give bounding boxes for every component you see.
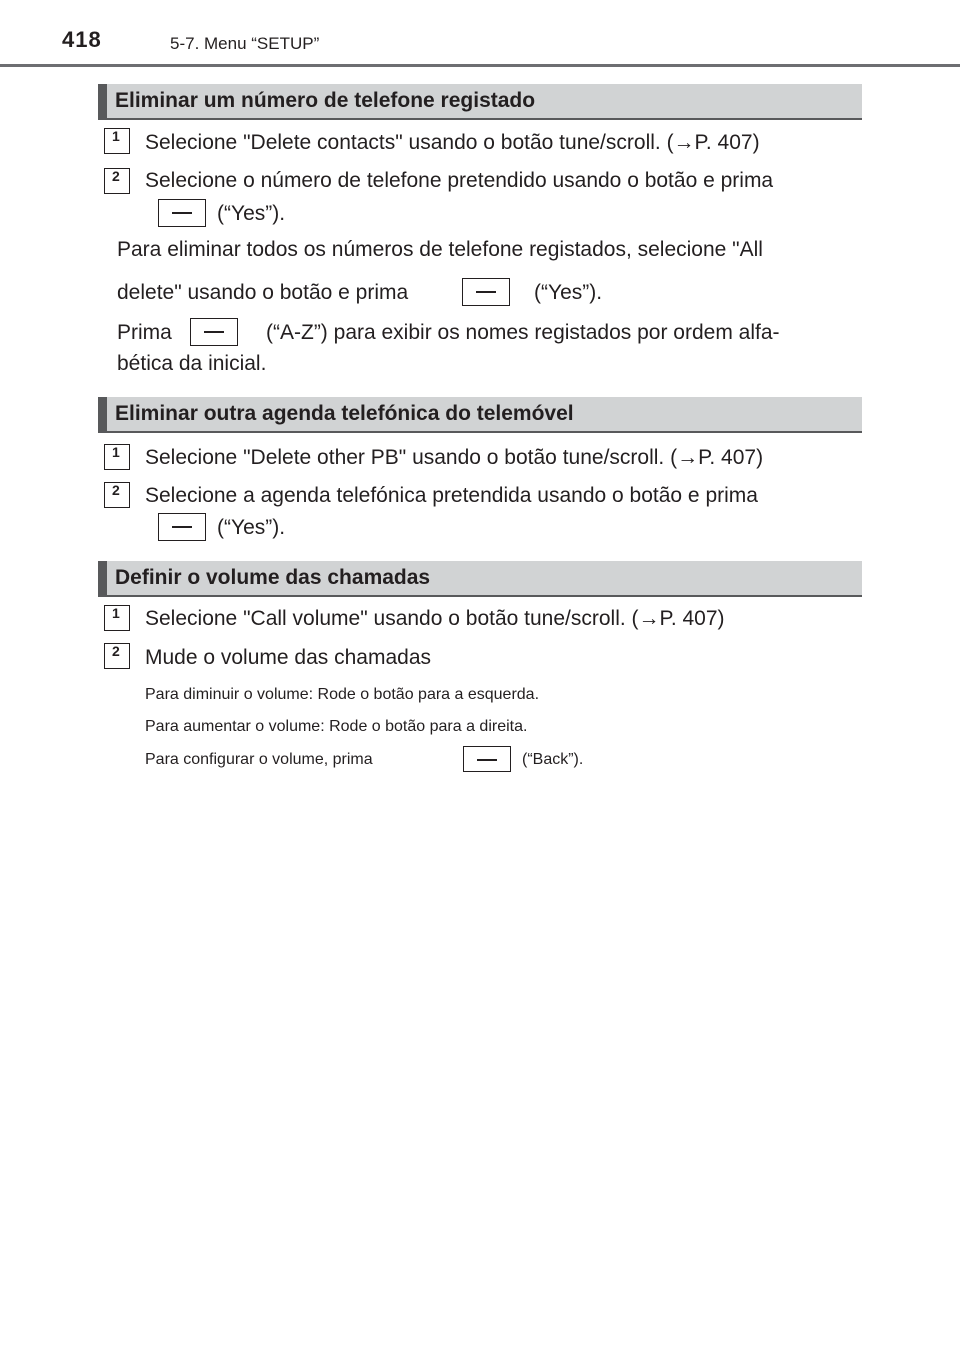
soft-key-box: [462, 278, 510, 306]
section-title: Eliminar outra agenda telefónica do telemóvel: [115, 402, 574, 425]
note-text: Para eliminar todos os números de telefone registados, selecione "All: [117, 238, 763, 261]
note-text: bética da inicial.: [117, 352, 267, 375]
note-text: Prima: [117, 321, 172, 344]
note-text: delete" usando o botão e prima: [117, 281, 409, 304]
soft-key-box: [158, 513, 206, 541]
step-number-2: 2: [104, 643, 130, 669]
section-title: Definir o volume das chamadas: [115, 566, 431, 589]
step-number-2: 2: [104, 168, 130, 194]
step-text-cont: (“Yes”).: [217, 516, 286, 539]
section-heading-call-volume: [98, 561, 862, 597]
step-text: Selecione "Delete contacts" usando o botão tune/scroll. (→P. 407): [145, 131, 760, 154]
step-number-2: 2: [104, 482, 130, 508]
step-text: Selecione "Call volume" usando o botão tune/scroll. (→P. 407): [145, 607, 725, 630]
step-number-1: 1: [104, 128, 130, 154]
note-text: Para diminuir o volume: Rode o botão para a esquerda.: [145, 686, 540, 703]
section-title: Eliminar um número de telefone registado: [115, 89, 536, 112]
step-number-1: 1: [104, 605, 130, 631]
step-text-cont: (“Yes”).: [217, 202, 286, 225]
note-text: Para configurar o volume, prima: [145, 751, 373, 768]
section-heading-delete-phonebook: [98, 397, 862, 433]
page-number: 418: [62, 27, 102, 52]
step-text: Selecione o número de telefone pretendido usando o botão e prima: [145, 169, 774, 192]
page-header: [0, 0, 960, 66]
note-text: (“Back”).: [522, 751, 584, 768]
soft-key-box: [463, 746, 511, 772]
step-number-1: 1: [104, 444, 130, 470]
note-text: (“Yes”).: [534, 281, 603, 304]
step-text: Mude o volume das chamadas: [145, 646, 431, 669]
note-text: (“A-Z”) para exibir os nomes registados por ordem alfa-: [266, 321, 780, 344]
section-heading-delete-number: [98, 84, 862, 120]
step-text: Selecione "Delete other PB" usando o botão tune/scroll. (→P. 407): [145, 446, 764, 469]
step-text: Selecione a agenda telefónica pretendida usando o botão e prima: [145, 484, 758, 507]
header-rule: [0, 64, 960, 67]
soft-key-box: [190, 318, 238, 346]
note-text: Para aumentar o volume: Rode o botão para a direita.: [145, 718, 528, 735]
soft-key-box: [158, 199, 206, 227]
breadcrumb: 5-7. Menu “SETUP”: [170, 34, 320, 53]
